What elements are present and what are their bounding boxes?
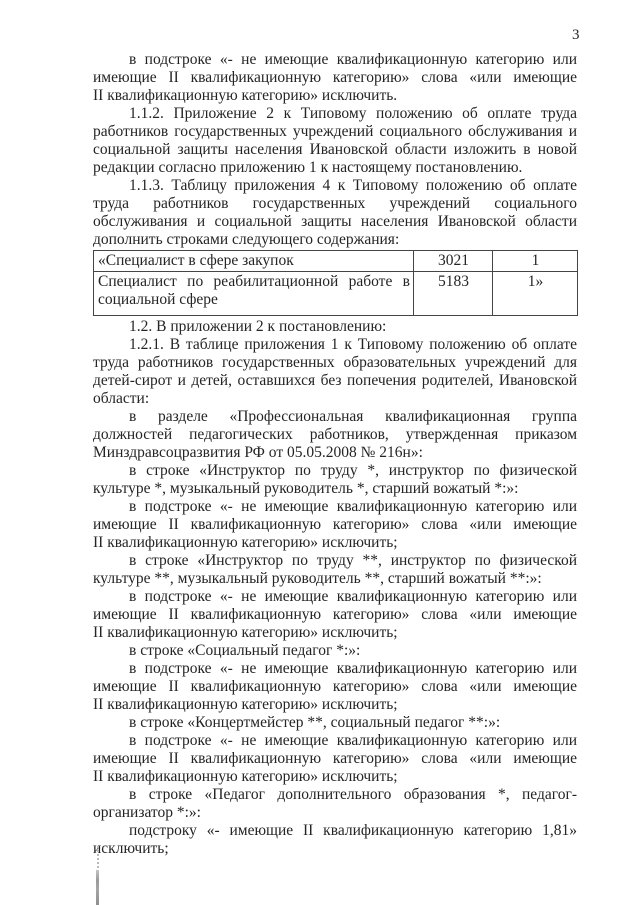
paragraph xyxy=(93,177,577,249)
scan-artifact-solid-line xyxy=(96,870,99,905)
text-line: труда работников государственных учреждений социального xyxy=(93,195,577,212)
scan-artifact-dotted-line xyxy=(97,846,99,868)
text-line: имеющие II квалификационную категорию» слова «или имеющие xyxy=(93,750,577,767)
text-line: в строке «Социальный педагог *:»: xyxy=(129,642,361,659)
text-line: II квалификационную категорию» исключить. xyxy=(93,87,398,104)
text-line: обслуживания и социальной защиты населения Ивановской области xyxy=(93,213,577,230)
text-line: 1.1.2. Приложение 2 к Типовому положению об оплате труда xyxy=(129,105,577,122)
text-line: имеющие II квалификационную категорию» слова «или имеющие xyxy=(93,69,577,86)
page-body xyxy=(93,51,577,858)
text-line: в подстроке «- не имеющие квалификационную категорию или xyxy=(129,660,577,677)
paragraph xyxy=(93,51,577,105)
paragraph xyxy=(93,552,577,588)
paragraph xyxy=(93,714,577,732)
text-line: в строке «Инструктор по труду **, инструктор по физической xyxy=(129,552,577,569)
cell-position: Специалист по реабилитационной работе в социальной сфере xyxy=(94,272,414,316)
paragraph xyxy=(93,462,577,498)
text-line: редакции согласно приложению 1 к настоящему постановлению. xyxy=(93,159,523,176)
cell-multiplier: 1» xyxy=(493,272,578,316)
text-line: в подстроке «- не имеющие квалификационную категорию или xyxy=(129,732,577,749)
amendment-table xyxy=(93,250,578,316)
table-row xyxy=(94,251,578,272)
text-line: 1.1.3. Таблицу приложения 4 к Типовому положению об оплате xyxy=(129,177,577,194)
paragraph xyxy=(93,786,577,822)
text-line: детей-сирот и детей, оставшихся без попечения родителей, Ивановской xyxy=(93,372,577,389)
paragraph xyxy=(93,336,577,408)
text-line: II квалификационную категорию» исключить; xyxy=(93,768,398,785)
text-line: подстроку «- имеющие II квалификационную категорию 1,81» xyxy=(129,822,577,839)
text-line: в строке «Педагог дополнительного образования *, педагог- xyxy=(129,786,577,803)
text-line: дополнить строками следующего содержания: xyxy=(93,231,400,248)
paragraph xyxy=(93,105,577,177)
text-line: области: xyxy=(93,390,150,407)
text-line: в подстроке «- не имеющие квалификационную категорию или xyxy=(129,498,577,515)
paragraph xyxy=(93,642,577,660)
text-line: имеющие II квалификационную категорию» слова «или имеющие xyxy=(93,606,577,623)
text-line: имеющие II квалификационную категорию» слова «или имеющие xyxy=(93,678,577,695)
paragraph xyxy=(93,318,577,336)
paragraph xyxy=(93,408,577,462)
text-line: имеющие II квалификационную категорию» слова «или имеющие xyxy=(93,516,577,533)
text-line: Минздравсоцразвития РФ от 05.05.2008 № 216н»: xyxy=(93,444,423,461)
text-line: труда работников государственных образовательных учреждений для xyxy=(93,354,577,371)
text-line: в строке «Концертмейстер **, социальный педагог **:»: xyxy=(129,714,501,731)
page-number: 3 xyxy=(572,27,580,43)
text-line: в подстроке «- не имеющие квалификационную категорию или xyxy=(129,588,577,605)
text-line: 1.2.1. В таблице приложения 1 к Типовому положению об оплате xyxy=(129,336,577,353)
text-line: должностей педагогических работников, утвержденная приказом xyxy=(93,426,577,443)
text-line: работников государственных учреждений социального обслуживания и xyxy=(93,123,577,140)
cell-multiplier: 1 xyxy=(493,251,578,272)
text-line: исключить; xyxy=(93,840,169,857)
text-line: в разделе «Профессиональная квалификационная группа xyxy=(129,408,577,425)
text-line: в строке «Инструктор по труду *, инструктор по физической xyxy=(129,462,577,479)
text-line: культуре *, музыкальный руководитель *, старший вожатый *:»: xyxy=(93,480,519,497)
text-line: организатор *:»: xyxy=(93,804,201,821)
text-line: II квалификационную категорию» исключить; xyxy=(93,624,398,641)
cell-salary: 3021 xyxy=(414,251,493,272)
text-line: социальной защиты населения Ивановской области изложить в новой xyxy=(93,141,577,158)
text-line: в подстроке «- не имеющие квалификационную категорию или xyxy=(129,51,577,68)
paragraph xyxy=(93,732,577,786)
text-line: культуре **, музыкальный руководитель **, старший вожатый **:»: xyxy=(93,570,542,587)
text-line: 1.2. В приложении 2 к постановлению: xyxy=(129,318,387,335)
cell-position: «Специалист в сфере закупок xyxy=(94,251,414,272)
paragraph xyxy=(93,660,577,714)
paragraph xyxy=(93,822,577,858)
paragraph xyxy=(93,588,577,642)
table-row xyxy=(94,272,578,316)
paragraph xyxy=(93,498,577,552)
scan-artifact xyxy=(96,846,99,905)
text-line: II квалификационную категорию» исключить; xyxy=(93,534,398,551)
cell-salary: 5183 xyxy=(414,272,493,316)
text-line: II квалификационную категорию» исключить; xyxy=(93,696,398,713)
